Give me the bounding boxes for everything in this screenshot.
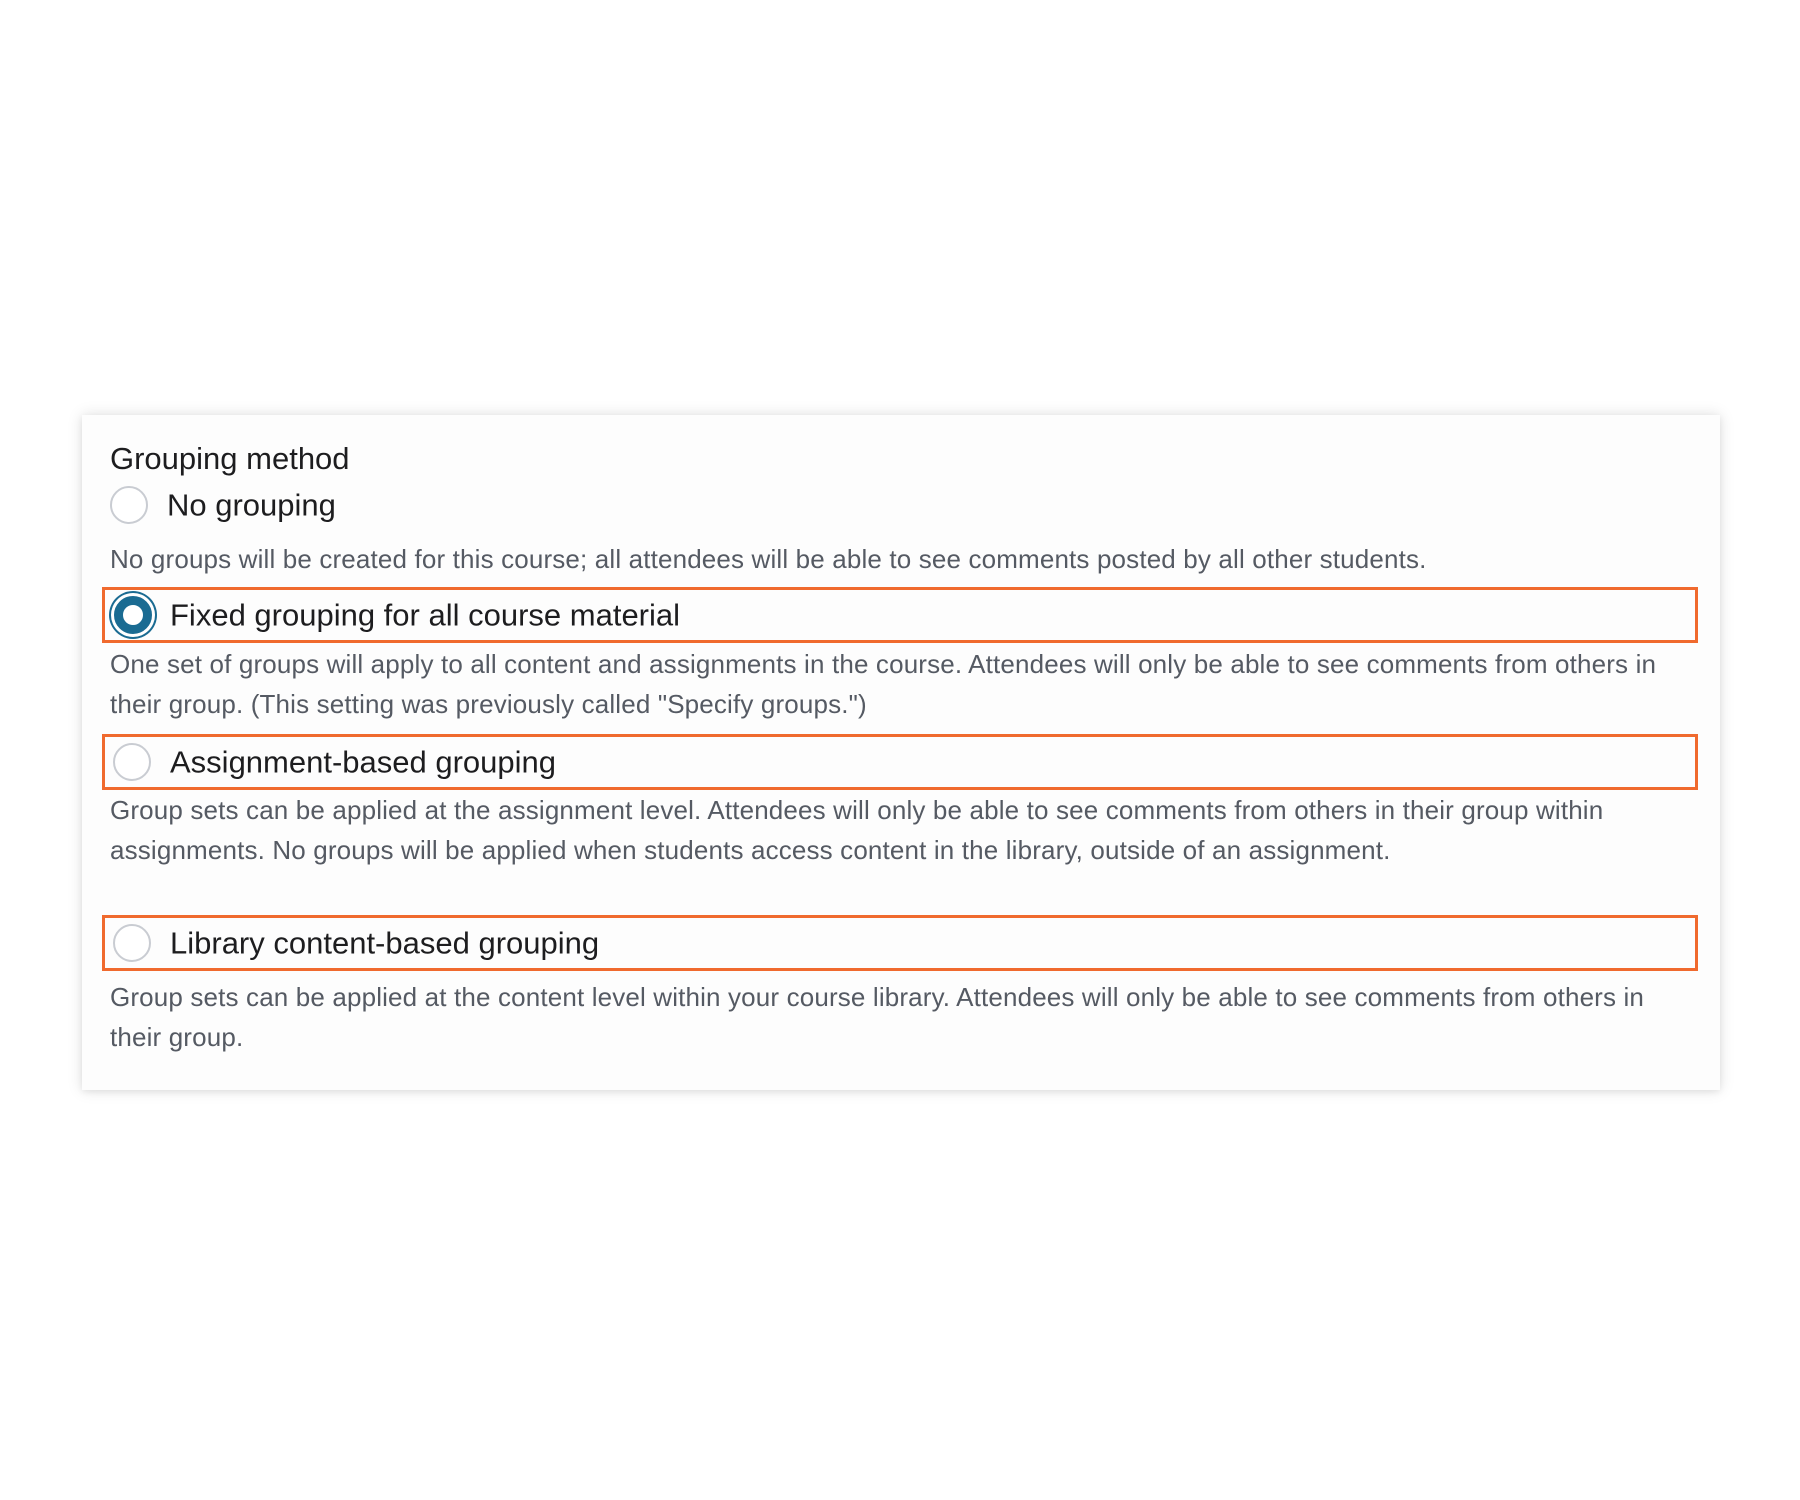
no-grouping-description: No groups will be created for this course; all attendees will be able to see comments posted by all other students. bbox=[110, 544, 1427, 574]
assignment-based-grouping-description: Group sets can be applied at the assignment level. Attendees will only be able to see comments from others in their group within assignments. No groups will be applied when students access content in the library, outside of an assignment. bbox=[110, 795, 1604, 865]
library-content-based-grouping-description: Group sets can be applied at the content level within your course library. Attendees will only be able to see comments from others in their group. bbox=[110, 982, 1645, 1052]
grouping-method-panel bbox=[82, 415, 1720, 1090]
grouping-method-legend: Grouping method bbox=[110, 441, 350, 476]
fixed-grouping-label[interactable]: Fixed grouping for all course material bbox=[170, 597, 681, 633]
no-grouping-radio[interactable] bbox=[110, 486, 148, 524]
library-content-based-grouping-radio[interactable] bbox=[113, 924, 151, 962]
assignment-based-grouping-radio[interactable] bbox=[113, 743, 151, 781]
option-fixed-grouping[interactable] bbox=[102, 587, 1698, 643]
option-library-content-based-grouping[interactable] bbox=[102, 915, 1698, 971]
assignment-based-grouping-label[interactable]: Assignment-based grouping bbox=[170, 744, 557, 780]
option-assignment-based-grouping[interactable] bbox=[102, 734, 1698, 790]
option-no-grouping[interactable] bbox=[102, 477, 1698, 533]
library-content-based-grouping-label[interactable]: Library content-based grouping bbox=[170, 925, 600, 961]
fixed-grouping-description: One set of groups will apply to all content and assignments in the course. Attendees will only be able to see comments from others in their group. (This setting was previously called "Specify groups.") bbox=[110, 649, 1657, 719]
fixed-grouping-radio[interactable] bbox=[114, 596, 152, 634]
no-grouping-label[interactable]: No grouping bbox=[167, 487, 336, 523]
